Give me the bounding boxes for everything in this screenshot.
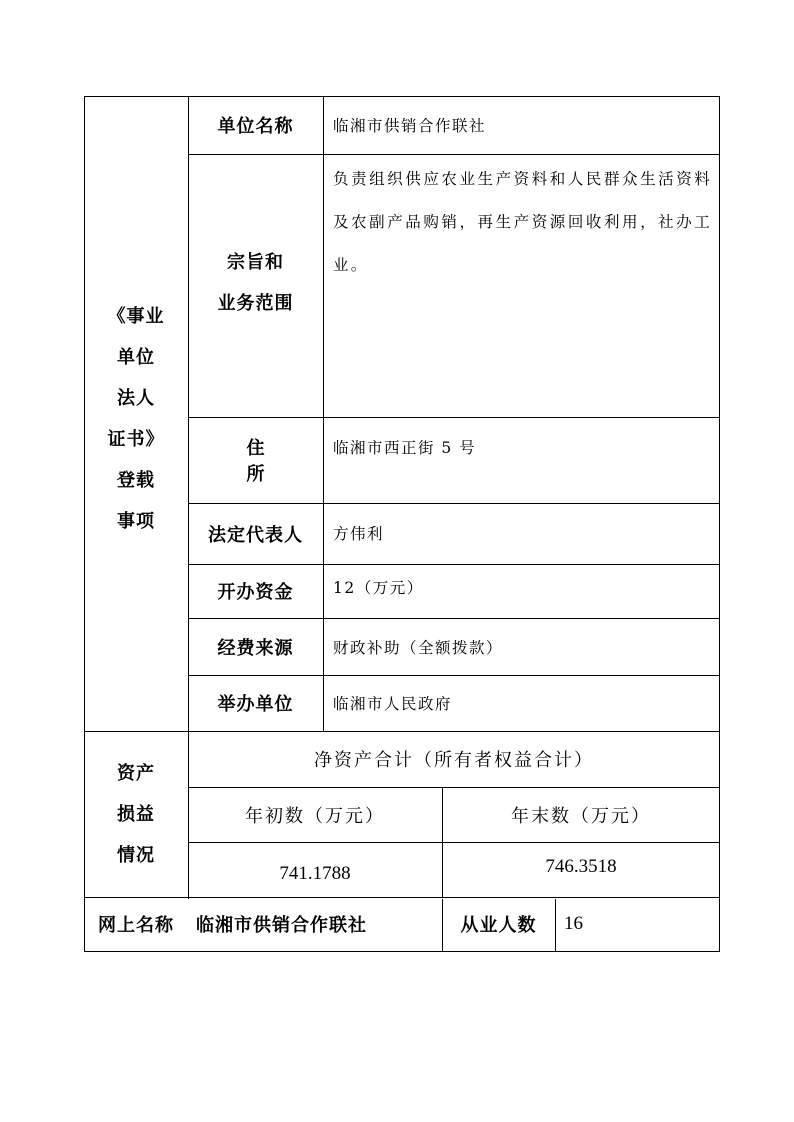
address-label (188, 417, 323, 503)
purpose-label-line: 业务范围 (217, 292, 294, 314)
section-label-line: 单位 (117, 346, 155, 368)
begin-year-value: 741.1788 (279, 862, 351, 884)
address-label-text: 住所 (246, 438, 325, 485)
net-assets-header: 净资产合计（所有者权益合计） (314, 750, 594, 771)
purpose-label-line: 宗旨和 (227, 251, 284, 273)
online-name-value: 临湘市供销合作联社 (196, 915, 367, 936)
legal-rep-label: 法定代表人 (208, 524, 303, 546)
section-label-line: 证书》 (107, 428, 165, 450)
unit-name-value: 临湘市供销合作联社 (333, 117, 487, 135)
end-year-label: 年末数（万元） (511, 805, 651, 827)
section-label-line: 事项 (117, 510, 155, 532)
legal-rep-value: 方伟利 (333, 525, 385, 543)
address-value: 临湘市西正街 5 号 (333, 439, 477, 457)
end-year-value: 746.3518 (545, 856, 617, 877)
funding-source-label: 经费来源 (217, 637, 294, 659)
section-label-line: 登载 (117, 469, 155, 491)
online-name-label: 网上名称 (98, 915, 174, 936)
section-label-line: 《事业 (107, 305, 165, 327)
funds-label: 开办资金 (217, 582, 294, 603)
registration-section-label (84, 96, 188, 731)
assets-label-line: 情况 (117, 844, 155, 866)
unit-name-label: 单位名称 (217, 116, 294, 137)
purpose-value: 负责组织供应农业生产资料和人民群众生活资料及农副产品购销，再生产资源回收利用，社办工业。 (333, 170, 712, 274)
assets-label-line: 损益 (117, 803, 155, 825)
registration-form (84, 96, 720, 952)
sponsor-label: 举办单位 (217, 694, 294, 715)
begin-year-label: 年初数（万元） (245, 805, 385, 827)
staff-count-label: 从业人数 (460, 915, 537, 936)
purpose-label (188, 154, 323, 417)
sponsor-value: 临湘市人民政府 (333, 695, 453, 713)
assets-label-line: 资产 (117, 762, 155, 784)
funding-source-value: 财政补助（全额拨款） (333, 638, 504, 657)
staff-count-value: 16 (564, 913, 583, 934)
assets-section-label (84, 731, 188, 897)
funds-value: 12（万元） (333, 579, 424, 597)
section-label-line: 法人 (117, 387, 155, 409)
